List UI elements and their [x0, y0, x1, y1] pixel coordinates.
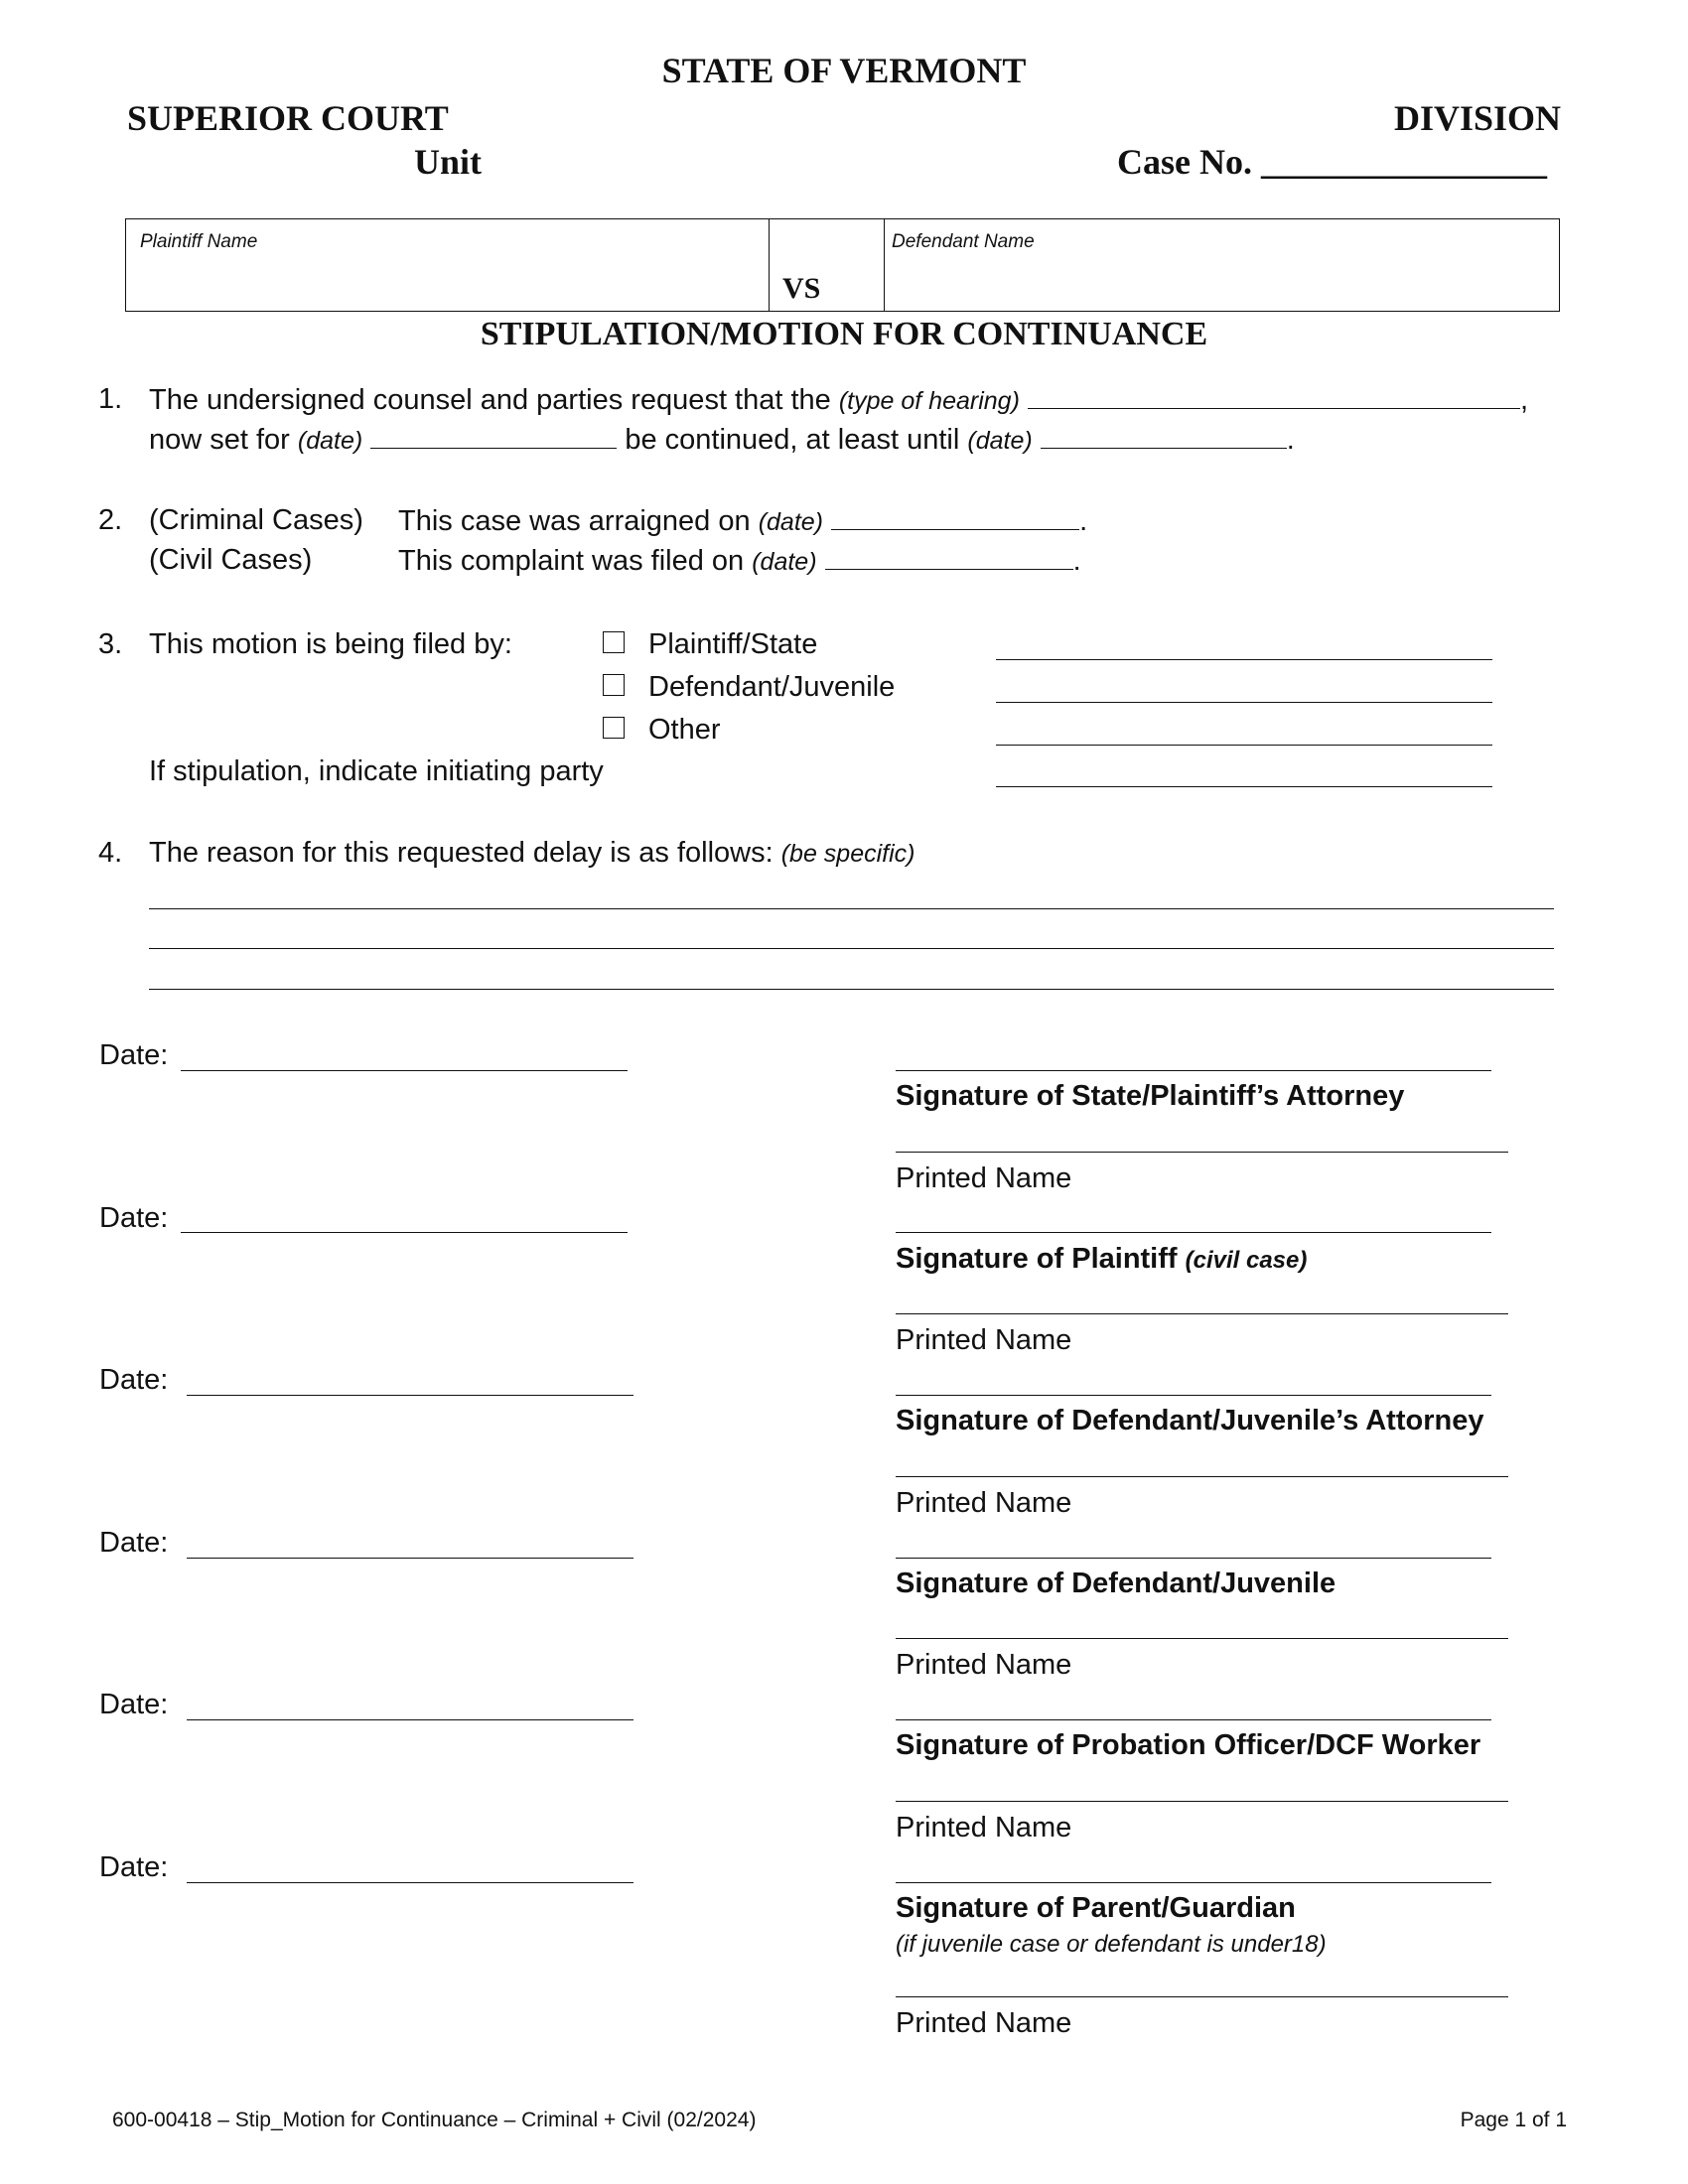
plaintiff-name-field[interactable] [139, 256, 755, 304]
signature-line-6[interactable] [896, 1882, 1491, 1883]
signature-line-4[interactable] [896, 1558, 1491, 1559]
date-field-3[interactable] [187, 1395, 633, 1396]
parties-divider-right [884, 218, 885, 312]
plaintiff-name-label: Plaintiff Name [140, 231, 258, 252]
division-heading: DIVISION [1393, 98, 1561, 138]
reason-text: The reason for this requested delay is as follows: [149, 837, 774, 869]
case-number-label: Case No. [1117, 142, 1252, 182]
defendant-juvenile-checkbox[interactable] [603, 674, 625, 696]
item-1-text-a: The undersigned counsel and parties request that the [149, 384, 831, 416]
state-heading: STATE OF VERMONT [661, 51, 1027, 90]
reason-line-3[interactable] [149, 989, 1554, 990]
signature-label-2-note: (civil case) [1185, 1247, 1308, 1274]
item-4-number: 4. [98, 837, 123, 869]
option-plaintiff-state[interactable] [603, 627, 817, 661]
continued-until-date-hint: (date) [967, 427, 1033, 455]
plaintiff-state-checkbox[interactable] [603, 631, 625, 653]
printed-name-label-6: Printed Name [896, 2007, 1072, 2039]
printed-name-line-4[interactable] [896, 1638, 1508, 1639]
printed-name-line-2[interactable] [896, 1313, 1508, 1314]
vs-label: VS [782, 272, 821, 305]
type-of-hearing-field[interactable] [1028, 382, 1520, 409]
criminal-cases-label: (Criminal Cases) [149, 504, 363, 536]
printed-name-line-1[interactable] [896, 1152, 1508, 1153]
printed-name-label-3: Printed Name [896, 1487, 1072, 1519]
now-set-date-hint: (date) [297, 427, 363, 455]
printed-name-label-2: Printed Name [896, 1324, 1072, 1356]
printed-name-line-3[interactable] [896, 1476, 1508, 1477]
signature-label-3: Signature of Defendant/Juvenile’s Attorney [896, 1405, 1484, 1436]
item-2-civil-line [398, 543, 1081, 579]
case-number [1117, 141, 1547, 183]
item-2-criminal-line [398, 503, 1087, 539]
printed-name-label-1: Printed Name [896, 1162, 1072, 1194]
signature-label-6-note: (if juvenile case or defendant is under18) [896, 1931, 1327, 1958]
signature-label-2 [896, 1243, 1307, 1276]
initiating-party-field[interactable] [996, 786, 1492, 787]
arraigned-text: This case was arraigned on [398, 505, 751, 537]
printed-name-line-6[interactable] [896, 1996, 1508, 1997]
item-2-civil-period: . [1072, 545, 1081, 577]
printed-name-label-5: Printed Name [896, 1812, 1072, 1843]
filed-text: This complaint was filed on [398, 545, 745, 577]
defendant-name-label: Defendant Name [892, 231, 1035, 252]
date-label-3: Date: [99, 1364, 169, 1396]
page-number: Page 1 of 1 [1460, 2109, 1567, 2131]
signature-label-1: Signature of State/Plaintiff’s Attorney [896, 1080, 1405, 1112]
form-title: STIPULATION/MOTION FOR CONTINUANCE [480, 316, 1208, 352]
signature-line-5[interactable] [896, 1719, 1491, 1720]
date-field-1[interactable] [181, 1070, 628, 1071]
option-defendant-juvenile[interactable] [603, 670, 895, 704]
item-1-number: 1. [98, 383, 123, 415]
signature-line-1[interactable] [896, 1070, 1491, 1071]
defendant-juvenile-label: Defendant/Juvenile [648, 671, 896, 703]
filed-by-text: This motion is being filed by: [149, 628, 512, 660]
date-label-5: Date: [99, 1689, 169, 1720]
signature-label-5: Signature of Probation Officer/DCF Worker [896, 1729, 1481, 1761]
date-field-5[interactable] [187, 1719, 633, 1720]
item-1-line-1 [149, 382, 1528, 418]
other-field[interactable] [996, 745, 1492, 746]
filed-date-field[interactable] [825, 543, 1073, 570]
type-of-hearing-hint: (type of hearing) [838, 387, 1020, 415]
date-label-4: Date: [99, 1527, 169, 1559]
item-1-line-2 [149, 422, 1295, 458]
plaintiff-state-label: Plaintiff/State [648, 628, 818, 660]
other-checkbox[interactable] [603, 717, 625, 739]
item-1-period: . [1286, 424, 1295, 456]
court-heading: SUPERIOR COURT [127, 98, 449, 138]
date-label-1: Date: [99, 1039, 169, 1071]
signature-label-4: Signature of Defendant/Juvenile [896, 1568, 1336, 1599]
printed-name-line-5[interactable] [896, 1801, 1508, 1802]
be-specific-hint: (be specific) [780, 840, 915, 868]
option-other[interactable] [603, 713, 721, 747]
parties-divider-left [769, 218, 770, 312]
stipulation-text: If stipulation, indicate initiating party [149, 755, 604, 787]
signature-label-2-text: Signature of Plaintiff [896, 1243, 1178, 1275]
unit-heading: Unit [414, 142, 483, 182]
plaintiff-state-field[interactable] [996, 659, 1492, 660]
signature-line-3[interactable] [896, 1395, 1491, 1396]
defendant-juvenile-field[interactable] [996, 702, 1492, 703]
signature-label-6: Signature of Parent/Guardian [896, 1892, 1296, 1924]
form-id-footer: 600-00418 – Stip_Motion for Continuance – Criminal + Civil (02/2024) [112, 2109, 757, 2131]
item-1-text-c: be continued, at least until [625, 424, 960, 456]
case-number-blank[interactable]: ________________ [1260, 142, 1547, 182]
arraigned-date-field[interactable] [831, 503, 1079, 530]
printed-name-label-4: Printed Name [896, 1649, 1072, 1681]
reason-line-1[interactable] [149, 908, 1554, 909]
arraigned-date-hint: (date) [758, 508, 824, 536]
now-set-date-field[interactable] [370, 422, 617, 449]
item-2-number: 2. [98, 504, 123, 536]
item-2-criminal-period: . [1079, 505, 1088, 537]
other-label: Other [648, 714, 721, 746]
date-field-4[interactable] [187, 1558, 633, 1559]
date-field-6[interactable] [187, 1882, 633, 1883]
item-1-text-b: now set for [149, 424, 290, 456]
civil-cases-label: (Civil Cases) [149, 544, 313, 576]
date-label-2: Date: [99, 1202, 169, 1234]
date-field-2[interactable] [181, 1232, 628, 1233]
continued-until-date-field[interactable] [1041, 422, 1287, 449]
item-4-line [149, 836, 914, 871]
item-1-comma: , [1519, 384, 1529, 416]
reason-line-2[interactable] [149, 948, 1554, 949]
signature-line-2[interactable] [896, 1232, 1491, 1233]
date-label-6: Date: [99, 1851, 169, 1883]
filed-date-hint: (date) [752, 548, 817, 576]
item-3-number: 3. [98, 628, 123, 660]
defendant-name-field[interactable] [892, 256, 1547, 304]
